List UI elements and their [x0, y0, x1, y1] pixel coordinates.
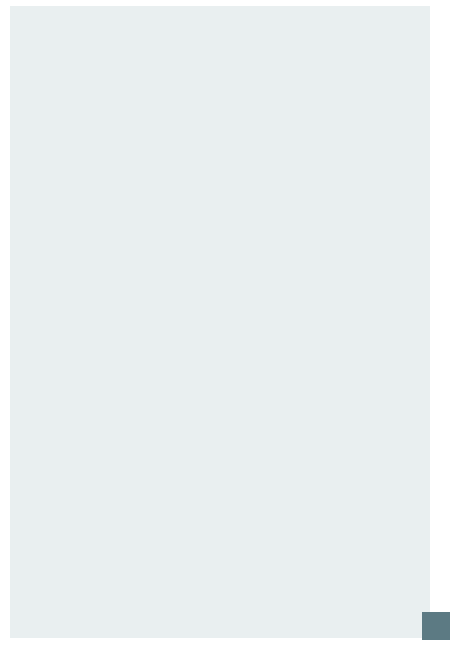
table-of-contents	[28, 6, 413, 12]
page-edge	[430, 0, 450, 645]
page-number	[422, 612, 450, 640]
page-background	[10, 6, 430, 638]
